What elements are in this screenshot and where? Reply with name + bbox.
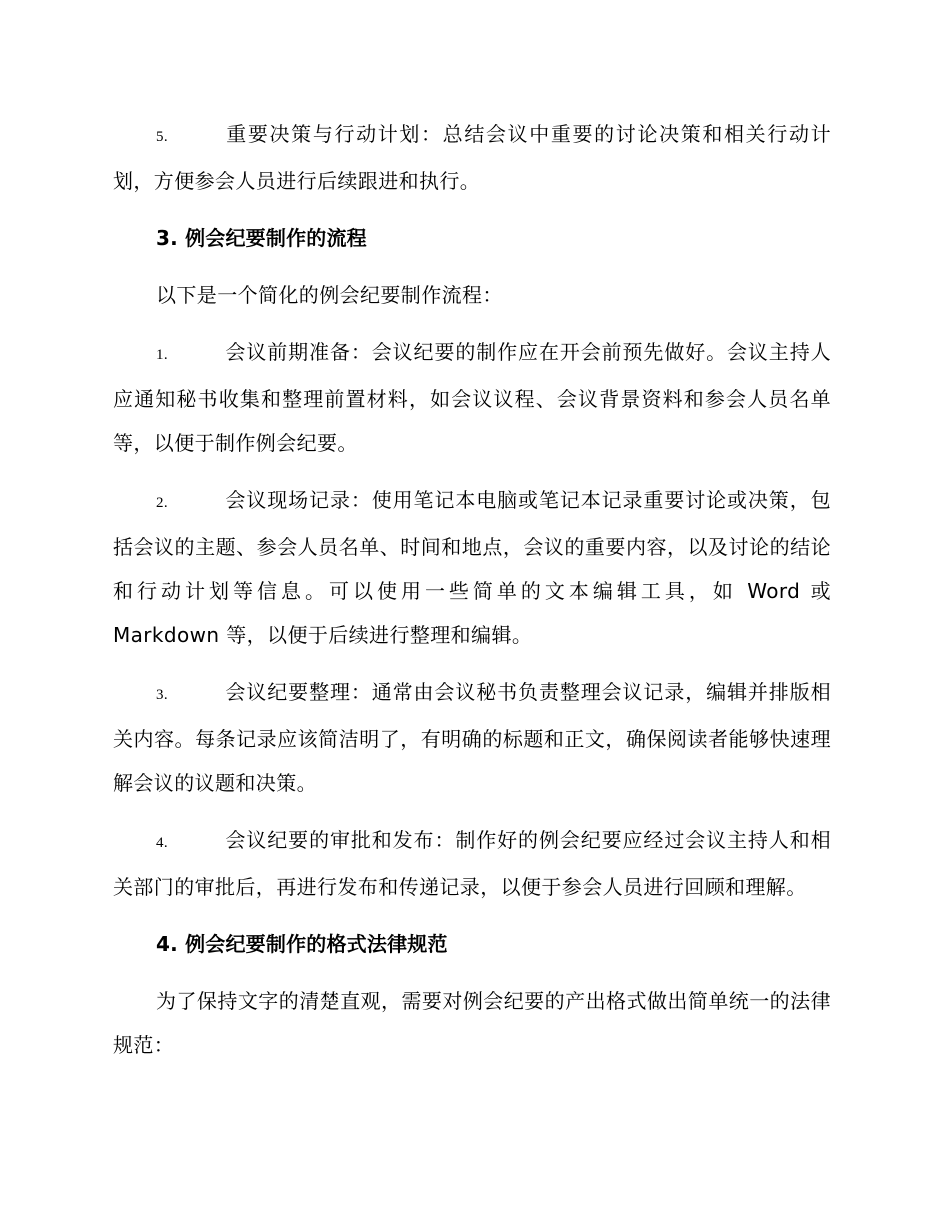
list-item-4	[113, 818, 831, 909]
list-number: 3.	[156, 687, 169, 703]
list-number: 2.	[156, 495, 169, 511]
list-item-text: 会议纪要整理：通常由会议秘书负责整理会议记录，编辑并排版相关内容。每条记录应该简洁明了，有明确的标题和正文，确保阅读者能够快速理解会议的议题和决策。	[113, 680, 831, 795]
list-item-text: 会议纪要的审批和发布：制作好的例会纪要应经过会议主持人和相关部门的审批后，再进行发布和传递记录，以便于参会人员进行回顾和理解。	[113, 828, 831, 899]
paragraph-format: 为了保持文字的清楚直观，需要对例会纪要的产出格式做出简单统一的法律规范：	[113, 989, 831, 1057]
list-item-text: 重要决策与行动计划：总结会议中重要的讨论决策和相关行动计划，方便参会人员进行后续跟进和执行。	[113, 122, 831, 193]
list-item-2	[113, 478, 831, 657]
list-item-3	[113, 670, 831, 805]
list-item-1	[113, 330, 831, 465]
list-item-text: 会议现场记录：使用笔记本电脑或笔记本记录重要讨论或决策，包括会议的主题、参会人员名单、时间和地点，会议的重要内容，以及讨论的结论和行动计划等信息。可以使用一些简单的文本编辑工具，如 Word 或 Markdown 等，以便于后续进行整理和编辑。	[113, 488, 831, 647]
paragraph-intro: 以下是一个简化的例会纪要制作流程：	[156, 283, 503, 307]
list-item-text: 会议前期准备：会议纪要的制作应在开会前预先做好。会议主持人应通知秘书收集和整理前置材料，如会议议程、会议背景资料和参会人员名单等，以便于制作例会纪要。	[113, 340, 831, 455]
section-heading-3: 3. 例会纪要制作的流程	[156, 226, 367, 250]
list-number: 5.	[156, 129, 169, 145]
section-heading-4: 4. 例会纪要制作的格式法律规范	[156, 932, 448, 956]
list-item-5	[113, 112, 831, 203]
document-body	[113, 112, 831, 1080]
list-number: 4.	[156, 835, 169, 851]
list-number: 1.	[156, 347, 169, 363]
